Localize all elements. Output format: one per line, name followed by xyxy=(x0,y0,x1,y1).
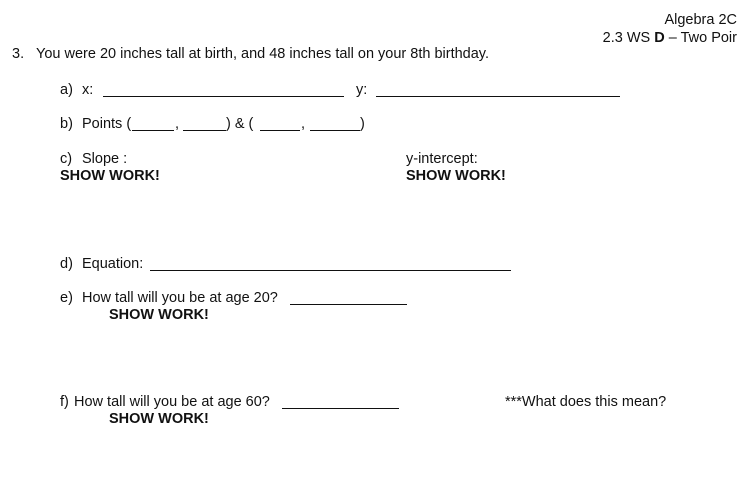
intercept-show-work: SHOW WORK! xyxy=(406,168,506,184)
part-d-label: d) xyxy=(60,256,73,272)
slope-label: Slope : xyxy=(82,151,128,167)
points-separator: ) & ( xyxy=(226,116,254,132)
y-label: y: xyxy=(356,82,368,98)
part-a-label: a) xyxy=(60,82,73,98)
problem-number: 3. xyxy=(12,46,25,62)
part-b-label: b) xyxy=(60,116,73,132)
worksheet-title: 2.3 WS D – Two Poir xyxy=(602,30,737,46)
y-intercept-label: y-intercept: xyxy=(406,151,478,167)
age60-question: How tall will you be at age 60? xyxy=(74,394,270,410)
age20-answer-blank[interactable] xyxy=(290,304,407,305)
equation-label: Equation: xyxy=(82,256,144,272)
part-e-label: e) xyxy=(60,290,73,306)
point2-x-blank[interactable] xyxy=(260,130,300,131)
points-close: ) xyxy=(360,116,365,132)
meaning-prompt: ***What does this mean? xyxy=(505,394,667,410)
point1-comma: , xyxy=(175,116,180,132)
course-title: Algebra 2C xyxy=(664,12,737,28)
age20-question: How tall will you be at age 20? xyxy=(82,290,278,306)
point2-comma: , xyxy=(301,116,306,132)
point1-y-blank[interactable] xyxy=(183,130,226,131)
slope-show-work: SHOW WORK! xyxy=(60,168,160,184)
point2-y-blank[interactable] xyxy=(310,130,360,131)
x-label: x: xyxy=(82,82,94,98)
equation-blank[interactable] xyxy=(150,270,511,271)
age60-answer-blank[interactable] xyxy=(282,408,399,409)
age60-show-work: SHOW WORK! xyxy=(109,411,209,427)
point1-x-blank[interactable] xyxy=(132,130,174,131)
problem-text: You were 20 inches tall at birth, and 48 inches tall on your 8th birthday. xyxy=(36,46,490,62)
x-answer-blank[interactable] xyxy=(103,96,344,97)
y-answer-blank[interactable] xyxy=(376,96,620,97)
part-c-label: c) xyxy=(60,151,73,167)
part-f-label: f) xyxy=(60,394,69,410)
points-label: Points ( xyxy=(82,116,132,132)
age20-show-work: SHOW WORK! xyxy=(109,307,209,323)
